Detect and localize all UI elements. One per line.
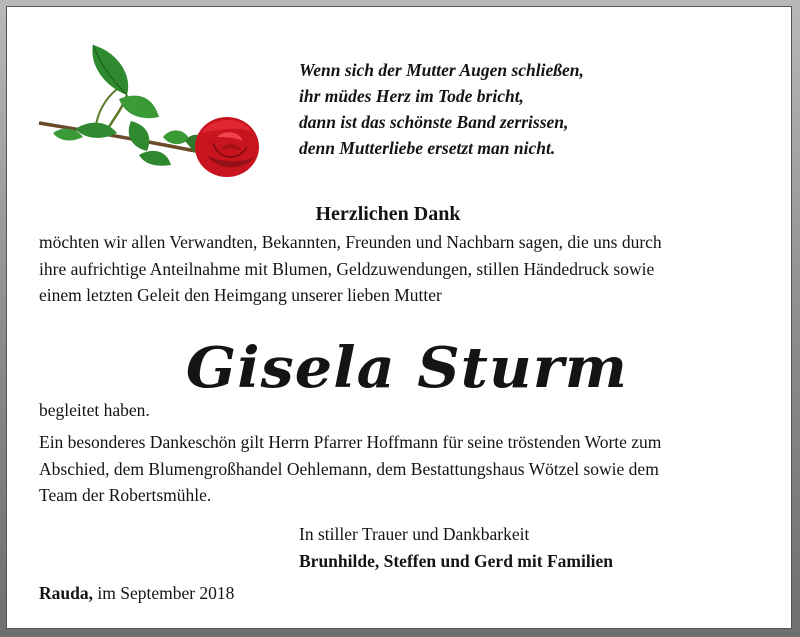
- deceased-name: Gisela Sturm: [185, 335, 629, 401]
- sign-off-phrase: In stiller Trauer und Dankbarkeit: [299, 524, 530, 544]
- poem-line: denn Mutterliebe ersetzt man nicht.: [299, 138, 556, 158]
- intro-line: ihre aufrichtige Anteilnahme mit Blumen, Geldzuwendungen, stillen Händedruck sowie: [39, 258, 655, 279]
- intro-line: möchten wir allen Verwandten, Bekannten, Freunden und Nachbarn sagen, die uns durch: [39, 232, 662, 252]
- poem-line: ihr müdes Herz im Tode bricht,: [299, 86, 524, 106]
- intro-paragraph: [39, 229, 769, 309]
- obituary-card: [6, 6, 792, 629]
- intro-line: einem letzten Geleit den Heimgang unserer lieben Mutter: [39, 285, 442, 305]
- after-name-text: [39, 397, 769, 424]
- poem-line: dann ist das schönste Band zerrissen,: [299, 112, 569, 132]
- date-text: im September 2018: [92, 583, 235, 603]
- thanks-line: Ein besonderes Dankeschön gilt Herrn Pfarrer Hoffmann für seine tröstenden Worte zum: [39, 432, 662, 452]
- thanks-line: Team der Robertsmühle.: [39, 485, 212, 505]
- memorial-poem: [299, 57, 584, 161]
- thanks-paragraph: [39, 429, 769, 509]
- sign-off: [299, 521, 613, 574]
- town-name: Rauda,: [39, 583, 93, 603]
- thanks-heading: Herzlichen Dank: [315, 203, 461, 225]
- after-name-line: begleitet haben.: [39, 400, 150, 420]
- poem-line: Wenn sich der Mutter Augen schließen,: [299, 60, 584, 80]
- family-names: Brunhilde, Steffen und Gerd mit Familien: [299, 550, 614, 571]
- rose-icon: [35, 37, 267, 187]
- place-and-date: [39, 583, 234, 604]
- thanks-line: Abschied, dem Blumengroßhandel Oehlemann, dem Bestattungshaus Wötzel sowie dem: [39, 458, 659, 479]
